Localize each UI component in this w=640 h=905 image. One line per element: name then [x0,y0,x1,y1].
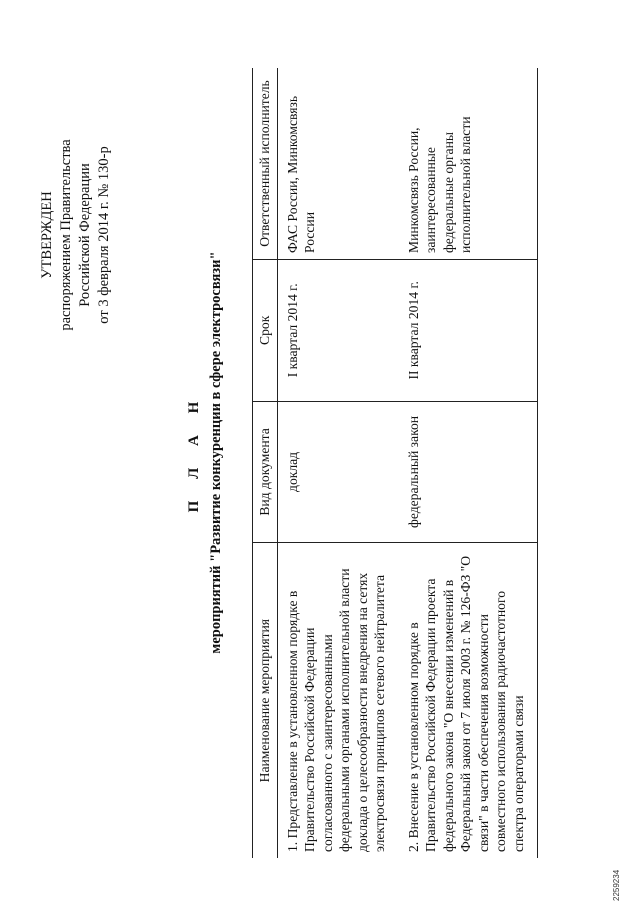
row-2-kind: федеральный закон [399,401,538,543]
row-2-name: 2. Внесение в установленном порядке в Правительство Российской Федерации проекта федерального закона "О внесении изменений в Федеральный закон от 7 июля 2003 г. № 126-ФЗ "О связи" в части обеспечения возможности совместного использования радиочастотного спектра операторами связи [399,543,538,858]
header-name: Наименование мероприятия [253,543,278,858]
approval-block [38,85,114,385]
row-1-executor: ФАС России, Минкомсвязь России [277,68,399,260]
plan-subtitle: мероприятий "Развитие конкуренции в сфере электросвязи" [208,251,224,654]
table-row [277,68,399,858]
row-1-term: I квартал 2014 г. [277,260,399,402]
row-2-term: II квартал 2014 г. [399,260,538,402]
approval-line-2: распоряжением Правительства [58,139,74,331]
plan-title: П Л А Н [186,392,202,513]
header-executor: Ответственный исполнитель [253,68,278,260]
header-kind: Вид документа [253,401,278,543]
row-2-executor: Минкомсвязь России, заинтересованные федеральные органы исполнительной власти [399,68,538,260]
row-1-name: 1. Представление в установленном порядке в Правительство Российской Федерации согласованного с заинтересованными федеральными органами исполнительной власти доклада о целесообразности внедрения на сетях электросвязи принципов сетевого нейтралитета [284,568,387,852]
table-header-row [253,68,278,858]
plan-table [252,68,538,858]
approval-line-1: УТВЕРЖДЕН [39,191,55,279]
approval-line-3: Российской Федерации [77,163,93,307]
row-1-kind: доклад [277,401,399,543]
header-term: Срок [253,260,278,402]
approval-line-4: от 3 февраля 2014 г. № 130-р [96,146,112,324]
document-code: 2259234 [612,869,621,901]
table-row [399,68,538,858]
